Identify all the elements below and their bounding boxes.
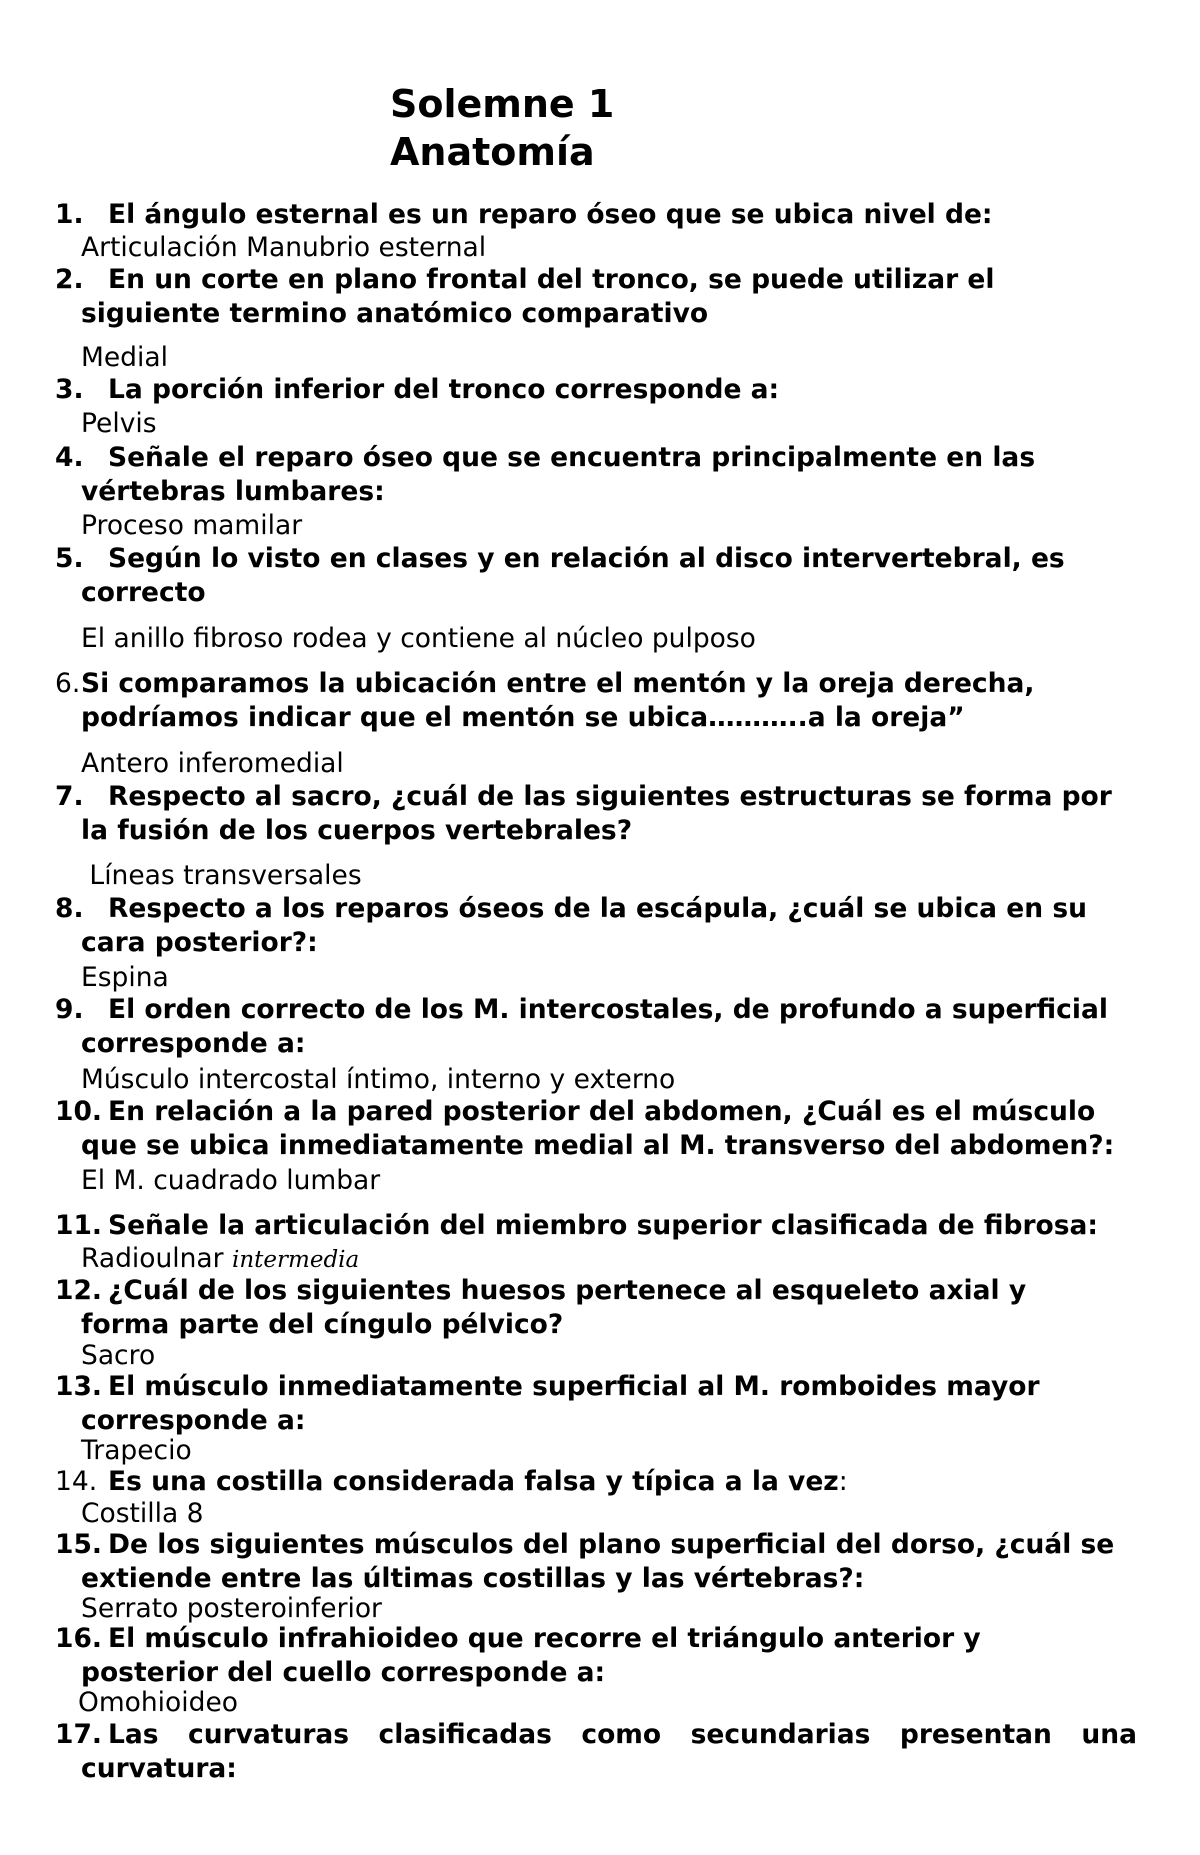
question-4 xyxy=(55,441,1065,509)
answer-7: Líneas transversales xyxy=(81,860,362,891)
question-13 xyxy=(55,1370,1065,1438)
question-text: La porción inferior del tronco corresponde a: xyxy=(108,374,780,405)
answer-9: Músculo intercostal íntimo, interno y externo xyxy=(81,1064,676,1095)
question-number: 10. xyxy=(55,1096,102,1127)
question-9 xyxy=(55,993,1145,1061)
question-number: 14. xyxy=(55,1466,98,1497)
question-text: Señale el reparo óseo que se encuentra principalmente en las vértebras lumbares: xyxy=(81,442,1036,507)
question-text: De los siguientes músculos del plano superficial del dorso, ¿cuál se extiende entre las últimas costillas y las vértebras?: xyxy=(81,1529,1115,1594)
question-number: 6. xyxy=(55,668,81,699)
question-text-suffix: : xyxy=(838,1466,848,1497)
answer-14: Costilla 8 xyxy=(81,1498,204,1529)
answer-4: Proceso mamilar xyxy=(81,510,303,541)
question-number: 11. xyxy=(55,1210,102,1241)
answer-3: Pelvis xyxy=(81,408,157,439)
question-12 xyxy=(55,1274,1055,1342)
answer-12: Sacro xyxy=(81,1340,156,1371)
question-number: 1. xyxy=(55,199,84,230)
question-15 xyxy=(55,1528,1145,1596)
question-2 xyxy=(55,263,1055,331)
page-title xyxy=(390,80,614,176)
question-text: El músculo inmediatamente superficial al M. romboides mayor corresponde a: xyxy=(81,1371,1040,1436)
answer-5: El anillo fibroso rodea y contiene al núcleo pulposo xyxy=(81,623,756,654)
question-text xyxy=(108,1465,1145,1499)
question-text: En un corte en plano frontal del tronco, se puede utilizar el siguiente termino anatómico comparativo xyxy=(81,264,995,329)
question-text: Si comparamos la ubicación entre el mentón y la oreja derecha, podríamos indicar que el mentón se ubica………..a la oreja” xyxy=(81,668,1035,733)
question-number: 15. xyxy=(55,1529,102,1560)
question-text: En relación a la pared posterior del abdomen, ¿Cuál es el músculo que se ubica inmediatamente medial al M. transverso del abdomen?: xyxy=(81,1096,1115,1161)
question-8 xyxy=(55,892,1105,960)
question-text: Respecto a los reparos óseos de la escápula, ¿cuál se ubica en su cara posterior?: xyxy=(81,893,1087,958)
title-line-1: Solemne 1 xyxy=(390,82,615,126)
question-number: 4. xyxy=(55,442,84,473)
question-number: 2. xyxy=(55,264,84,295)
answer-16: Omohioideo xyxy=(78,1687,238,1718)
question-text: Señale la articulación del miembro superior clasificada de fibrosa: xyxy=(108,1210,1098,1241)
question-number: 13. xyxy=(55,1371,102,1402)
question-number: 3. xyxy=(55,374,84,405)
answer-text: Radioulnar xyxy=(81,1243,224,1274)
answer-1: Articulación Manubrio esternal xyxy=(81,232,487,263)
question-7 xyxy=(55,780,1145,848)
question-text: El músculo infrahioideo que recorre el triángulo anterior y posterior del cuello corresponde a: xyxy=(81,1623,981,1688)
question-10 xyxy=(55,1095,1145,1163)
question-text-bold: Es una costilla considerada falsa y típica a la vez xyxy=(108,1466,839,1497)
question-number: 9. xyxy=(55,994,84,1025)
question-number: 5. xyxy=(55,543,84,574)
question-3 xyxy=(55,373,1145,407)
question-number: 16. xyxy=(55,1623,102,1654)
question-number: 17. xyxy=(55,1719,102,1750)
question-number: 7. xyxy=(55,781,84,812)
answer-6: Antero inferomedial xyxy=(81,748,344,779)
question-5 xyxy=(55,542,1105,610)
question-16 xyxy=(55,1622,1055,1690)
question-17 xyxy=(55,1718,1137,1786)
answer-11 xyxy=(81,1242,359,1277)
question-text: El orden correcto de los M. intercostales, de profundo a superficial corresponde a: xyxy=(81,994,1108,1059)
answer-13: Trapecio xyxy=(81,1435,192,1466)
question-text: ¿Cuál de los siguientes huesos pertenece al esqueleto axial y forma parte del cíngulo pélvico? xyxy=(81,1275,1027,1340)
answer-handwritten-note: intermedia xyxy=(232,1247,360,1273)
title-line-2: Anatomía xyxy=(390,130,595,174)
question-number: 8. xyxy=(55,893,84,924)
answer-15: Serrato posteroinferior xyxy=(81,1593,382,1624)
answer-2: Medial xyxy=(81,342,168,373)
question-number: 12. xyxy=(55,1275,102,1306)
question-14 xyxy=(55,1465,1145,1499)
question-11 xyxy=(55,1209,1145,1243)
question-text: El ángulo esternal es un reparo óseo que se ubica nivel de: xyxy=(108,199,993,230)
question-text: Según lo visto en clases y en relación al disco intervertebral, es correcto xyxy=(81,543,1065,608)
question-text: Respecto al sacro, ¿cuál de las siguientes estructuras se forma por la fusión de los cuerpos vertebrales? xyxy=(81,781,1112,846)
question-6 xyxy=(55,667,1065,735)
answer-8: Espina xyxy=(81,962,169,993)
question-text: Las curvaturas clasificadas como secundarias presentan una curvatura: xyxy=(81,1719,1137,1784)
answer-10: El M. cuadrado lumbar xyxy=(81,1165,381,1196)
question-1 xyxy=(55,198,1145,232)
